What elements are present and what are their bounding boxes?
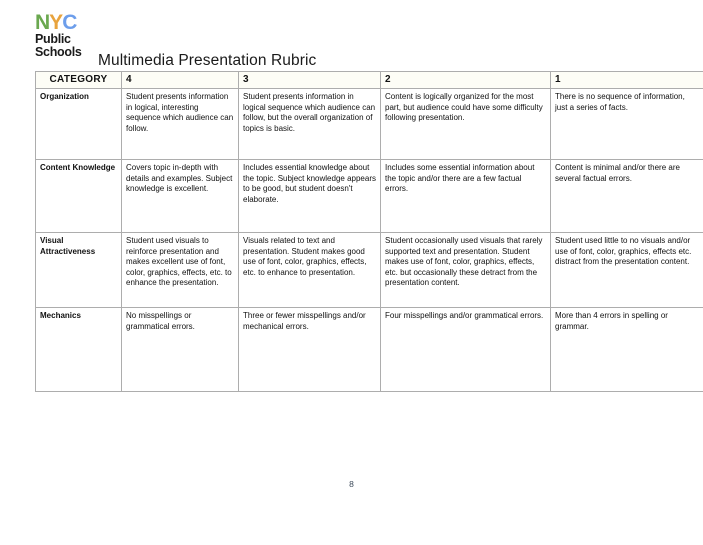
page-title: Multimedia Presentation Rubric: [98, 52, 317, 69]
cell-organization-3: Student presents information in logical sequence which audience can follow, but the overall organization of topics is basic.: [239, 89, 381, 160]
cell-mechanics-3: Three or fewer misspellings and/or mechanical errors.: [239, 308, 381, 392]
column-header-category: CATEGORY: [36, 72, 122, 89]
cell-content-knowledge-1: Content is minimal and/or there are several factual errors.: [551, 160, 703, 233]
cell-visual-attractiveness-3: Visuals related to text and presentation. Student makes good use of font, color, graphics, effects, etc. to enhance to presentation.: [239, 233, 381, 308]
table-row: [36, 308, 703, 392]
cell-organization-2: Content is logically organized for the most part, but audience could have some difficulty following presentation.: [381, 89, 551, 160]
column-header-1: 1: [551, 72, 703, 89]
column-header-3: 3: [239, 72, 381, 89]
row-label-mechanics: Mechanics: [36, 308, 122, 392]
logo-letter-y: Y: [49, 11, 63, 34]
rubric-table: [35, 71, 703, 392]
cell-visual-attractiveness-4: Student used visuals to reinforce presentation and makes excellent use of font, color, graphics, effects, etc. to enhance the presentation.: [122, 233, 239, 308]
page-number: 8: [349, 479, 354, 489]
table-row: [36, 160, 703, 233]
cell-mechanics-1: More than 4 errors in spelling or grammar.: [551, 308, 703, 392]
cell-content-knowledge-4: Covers topic in-depth with details and examples. Subject knowledge is excellent.: [122, 160, 239, 233]
table-header-row: [36, 72, 703, 89]
logo-letter-c: C: [62, 11, 77, 34]
row-label-organization: Organization: [36, 89, 122, 160]
cell-organization-4: Student presents information in logical, interesting sequence which audience can follow.: [122, 89, 239, 160]
logo-letter-n: N: [35, 11, 50, 34]
row-label-content-knowledge: Content Knowledge: [36, 160, 122, 233]
column-header-2: 2: [381, 72, 551, 89]
cell-visual-attractiveness-2: Student occasionally used visuals that rarely supported text and presentation. Student makes use of font, color, graphics, effects, etc. but occasionally these detract from the presentation content.: [381, 233, 551, 308]
table-row: [36, 89, 703, 160]
cell-content-knowledge-2: Includes some essential information about the topic and/or there are a few factual errors.: [381, 160, 551, 233]
cell-organization-1: There is no sequence of information, just a series of facts.: [551, 89, 703, 160]
cell-visual-attractiveness-1: Student used little to no visuals and/or use of font, color, graphics, effects etc. distract from the presentation content.: [551, 233, 703, 308]
cell-content-knowledge-3: Includes essential knowledge about the topic. Subject knowledge appears to be good, but student doesn't elaborate.: [239, 160, 381, 233]
row-label-visual-attractiveness: Visual Attractiveness: [36, 233, 122, 308]
logo-nyc-letters: [35, 13, 115, 33]
table-row: [36, 233, 703, 308]
rubric-table-container: [35, 71, 703, 392]
logo-word-public: Public: [35, 32, 71, 46]
cell-mechanics-2: Four misspellings and/or grammatical errors.: [381, 308, 551, 392]
column-header-4: 4: [122, 72, 239, 89]
cell-mechanics-4: No misspellings or grammatical errors.: [122, 308, 239, 392]
logo-word-schools: Schools: [35, 45, 82, 59]
